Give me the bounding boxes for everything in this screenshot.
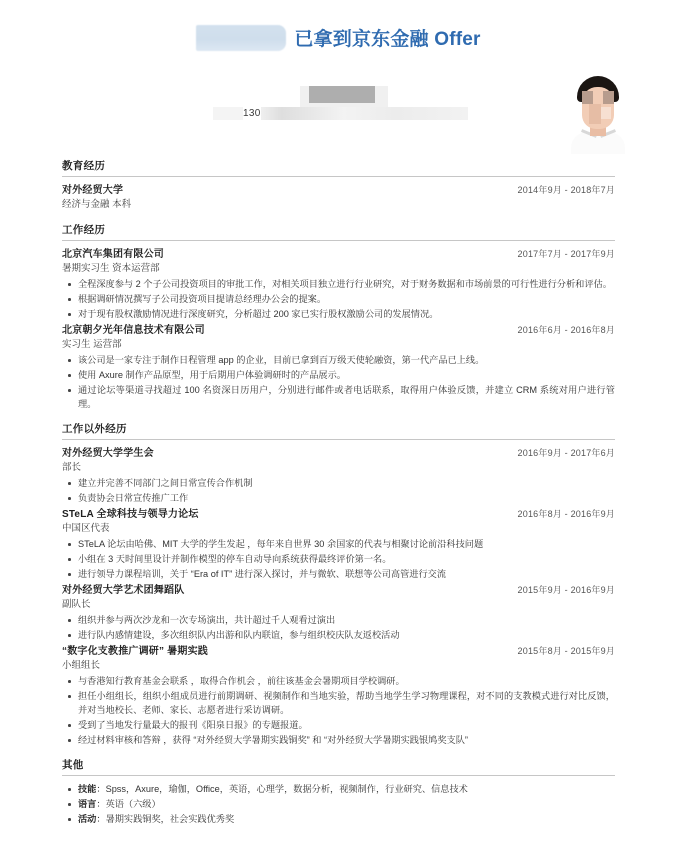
- bullet-item: 经过材料审核和答辩 ，获得 “对外经贸大学暑期实践铜奖” 和 “对外经贸大学暑期实践银鸠奖支队”: [62, 733, 615, 747]
- other-bullet-item: [62, 797, 615, 811]
- section-title: 其他: [62, 759, 84, 771]
- bullet-item: 建立并完善不同部门之间日常宣传合作机制: [62, 476, 615, 490]
- entry-organization: “数字化支教推广调研” 暑期实践: [62, 646, 208, 657]
- experience-entry: [62, 583, 615, 642]
- bullet-item: 担任小组组长，组织小组成员进行前期调研、视频制作和当地实验，帮助当地学生学习物理课程，对不同的支教模式进行对比反馈，并对当地校长、老师、家长、志愿者进行采访调研。: [62, 689, 615, 717]
- bullet-item: 进行领导力课程培训，关于 “Era of IT” 进行深入探讨，并与微软、联想等公司高管进行交流: [62, 567, 615, 581]
- section-extracurricular: [62, 421, 615, 747]
- entry-bullet-list: [62, 353, 615, 411]
- entry-bullet-list: [62, 277, 615, 321]
- experience-entry: [62, 507, 615, 581]
- resume-content: [0, 158, 677, 826]
- entry-header: [62, 323, 615, 338]
- bullet-item: 对于现有股权激励情况进行深度研究，分析超过 200 家已实行股权激励公司的发展情况。: [62, 307, 615, 321]
- section-divider: [62, 775, 615, 776]
- other-bullet-list: [62, 782, 615, 826]
- section-divider: [62, 439, 615, 440]
- entry-date-range: 2016年9月 - 2017年6月: [517, 448, 615, 458]
- entry-role: 中国区代表: [62, 523, 110, 534]
- phone-prefix: 130: [243, 108, 261, 119]
- other-bullet-separator: ：: [96, 799, 106, 809]
- bullet-item: 进行队内感情建设，多次组织队内出游和队内联谊，参与组织校庆队友返校活动: [62, 628, 615, 642]
- other-bullet-value: Spss，Axure，瑜伽，Office，英语，心理学，数据分析，视频制作，行业研究、信息技术: [105, 784, 468, 794]
- portrait-blur-block-d: [601, 107, 611, 119]
- section-title: 工作以外经历: [62, 423, 127, 435]
- entry-header: [62, 507, 615, 522]
- section-education: [62, 158, 615, 212]
- entry-header: [62, 247, 615, 262]
- entry-date-range: 2014年9月 - 2018年7月: [517, 185, 615, 195]
- bullet-item: 组织并参与两次沙龙和一次专场演出，共计超过千人观看过演出: [62, 613, 615, 627]
- entry-organization: 北京朝夕光年信息技术有限公司: [62, 325, 205, 336]
- portrait-blur-block-b: [603, 91, 614, 104]
- other-bullet-item: [62, 812, 615, 826]
- entry-date-range: 2016年6月 - 2016年8月: [517, 325, 615, 335]
- bullet-item: 根据调研情况撰写子公司投资项目提请总经理办公会的提案。: [62, 292, 615, 306]
- entry-header: [62, 446, 615, 461]
- bullet-item: 与香港知行教育基金会联系 ，取得合作机会 ，前往该基金会暑期项目学校调研。: [62, 674, 615, 688]
- section-divider: [62, 176, 615, 177]
- other-bullet-value: 暑期实践铜奖，社会实践优秀奖: [105, 814, 235, 824]
- entry-organization: STeLA 全球科技与领导力论坛: [62, 509, 199, 520]
- section-other: [62, 757, 615, 826]
- entry-date-range: 2017年7月 - 2017年9月: [517, 249, 615, 259]
- contact-block: [243, 86, 523, 140]
- experience-entry: [62, 183, 615, 212]
- entry-role: 部长: [62, 462, 82, 473]
- resume-header: [0, 72, 677, 158]
- entry-role: 小组组长: [62, 660, 101, 671]
- entry-role: 实习生 运营部: [62, 339, 122, 350]
- bullet-item: 受到了当地发行量最大的报刊《阳泉日报》的专题报道。: [62, 718, 615, 732]
- entry-date-range: 2015年9月 - 2016年9月: [517, 585, 615, 595]
- avatar: [561, 74, 635, 154]
- entry-date-range: 2016年8月 - 2016年9月: [517, 509, 615, 519]
- name-redaction: [309, 86, 375, 103]
- entry-bullet-list: [62, 476, 615, 505]
- entry-role: 副队长: [62, 599, 91, 610]
- other-bullet-value: 英语（六级）: [105, 799, 161, 809]
- entry-role: 经济与金融 本科: [62, 199, 132, 210]
- banner-title: 已拿到京东金融 Offer: [294, 29, 481, 50]
- contact-line: [243, 107, 468, 120]
- contact-redaction: [261, 107, 468, 120]
- bullet-item: 全程深度参与 2 个子公司投资项目的审批工作，对相关项目独立进行行业研究，对于财务数据和市场前景的可行性进行分析和评估。: [62, 277, 615, 291]
- other-bullet-item: [62, 782, 615, 796]
- bullet-item: 小组在 3 天时间里设计并制作模型的停车自动导向系统获得最终评价第一名。: [62, 552, 615, 566]
- entry-organization: 对外经贸大学: [62, 185, 124, 196]
- bullet-item: 使用 Axure 制作产品原型，用于后期用户体验调研时的产品展示。: [62, 368, 615, 382]
- entry-bullet-list: [62, 537, 615, 581]
- other-bullet-label: 技能: [78, 784, 97, 794]
- entry-date-range: 2015年8月 - 2015年9月: [517, 646, 615, 656]
- entry-header: [62, 583, 615, 598]
- section-title: 工作经历: [62, 224, 106, 236]
- experience-entry: [62, 323, 615, 411]
- entry-role: 暑期实习生 资本运营部: [62, 263, 160, 274]
- bullet-item: STeLA 论坛由哈佛、MIT 大学的学生发起 ，每年来自世界 30 余国家的代表与相聚讨论前沿科技问题: [62, 537, 615, 551]
- portrait-blur-block-c: [589, 104, 601, 124]
- bullet-item: 负责协会日常宣传推广工作: [62, 491, 615, 505]
- experience-entry: [62, 247, 615, 321]
- banner-redacted-block: [196, 25, 286, 51]
- bullet-item: 该公司是一家专注于制作日程管理 app 的企业，目前已拿到百万级天使轮融资，第一代产品已上线。: [62, 353, 615, 367]
- experience-entry: [62, 644, 615, 747]
- experience-entry: [62, 446, 615, 505]
- other-bullet-separator: ：: [96, 784, 106, 794]
- portrait-blur-block-a: [582, 91, 593, 104]
- other-bullet-label: 语言: [78, 799, 97, 809]
- section-work: [62, 222, 615, 411]
- entry-header: [62, 183, 615, 198]
- section-divider: [62, 240, 615, 241]
- bullet-item: 通过论坛等渠道寻找超过 100 名资深日历用户，分别进行邮件或者电话联系，取得用户体验反馈，并建立 CRM 系统对用户进行管理。: [62, 383, 615, 411]
- other-bullet-separator: ：: [96, 814, 106, 824]
- entry-organization: 对外经贸大学艺术团舞蹈队: [62, 585, 185, 596]
- entry-bullet-list: [62, 674, 615, 747]
- contact-redaction-left: [213, 107, 243, 120]
- entry-header: [62, 644, 615, 659]
- other-bullet-label: 活动: [78, 814, 97, 824]
- entry-organization: 对外经贸大学学生会: [62, 448, 154, 459]
- entry-bullet-list: [62, 613, 615, 642]
- section-title: 教育经历: [62, 160, 106, 172]
- entry-organization: 北京汽车集团有限公司: [62, 249, 164, 260]
- banner: [0, 0, 677, 72]
